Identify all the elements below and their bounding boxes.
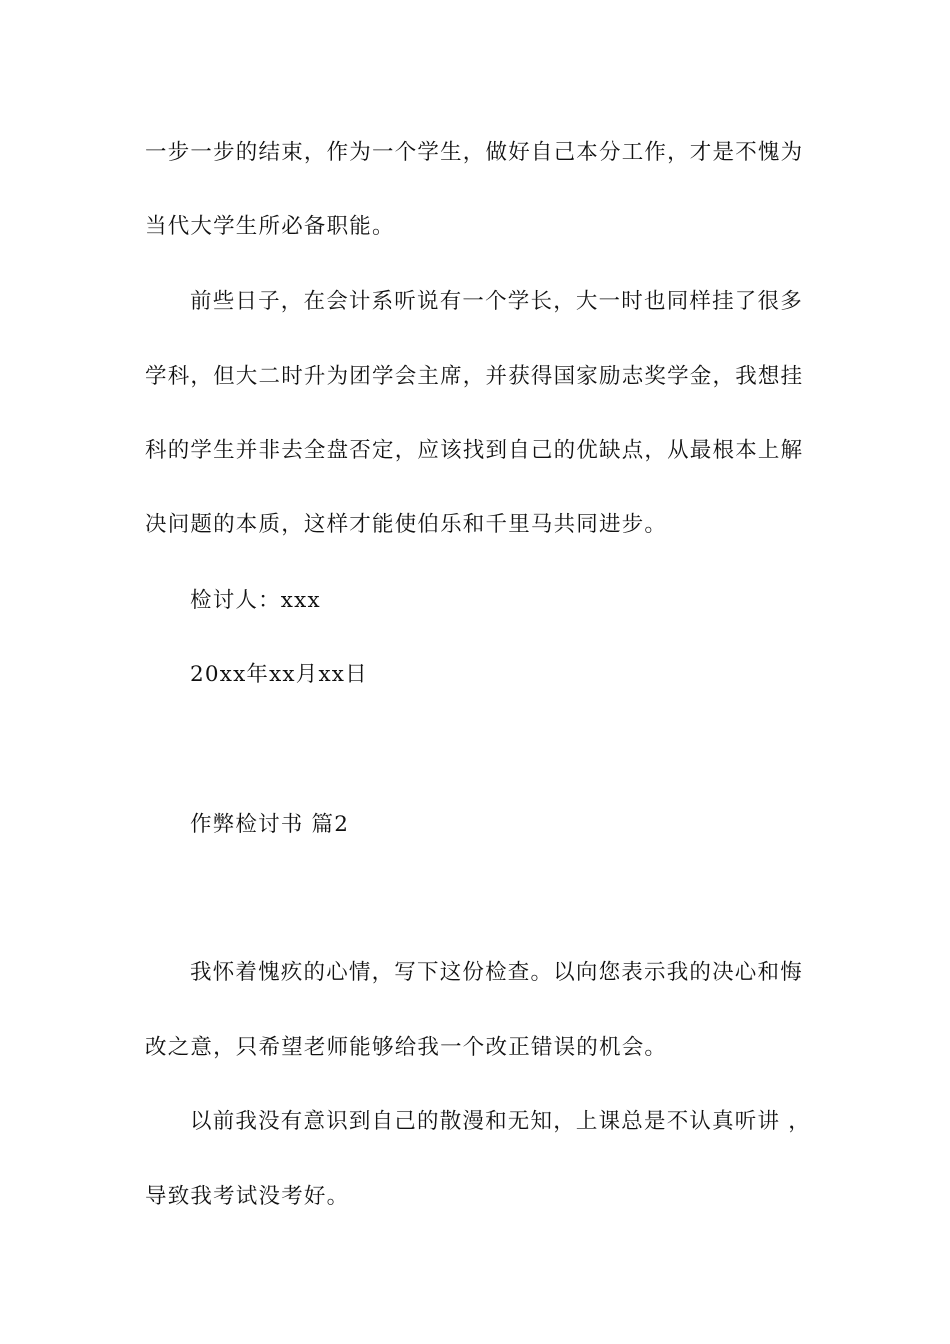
paragraph-2-line-2: 学科，但大二时升为团学会主席，并获得国家励志奖学金，我想挂 bbox=[145, 364, 804, 389]
paragraph-4-line-1: 以前我没有意识到自己的散漫和无知，上课总是不认真听讲 ， bbox=[190, 1109, 811, 1134]
paragraph-2-line-4: 决问题的本质，这样才能使伯乐和千里马共同进步。 bbox=[145, 512, 668, 537]
paragraph-3-line-1: 我怀着愧疚的心情，写下这份检查。以向您表示我的决心和悔 bbox=[190, 960, 803, 985]
reviewer-signature: 检讨人：xxx bbox=[190, 588, 321, 613]
paragraph-2-line-1: 前些日子，在会计系听说有一个学长，大一时也同样挂了很多 bbox=[190, 289, 803, 314]
paragraph-1-line-1: 一步一步的结束，作为一个学生，做好自己本分工作，才是不愧为 bbox=[145, 140, 804, 165]
paragraph-2-line-3: 科的学生并非去全盘否定，应该找到自己的优缺点，从最根本上解 bbox=[145, 438, 804, 463]
paragraph-3-line-2: 改之意，只希望老师能够给我一个改正错误的机会。 bbox=[145, 1035, 668, 1060]
signature-date: 20xx年xx月xx日 bbox=[190, 662, 368, 687]
paragraph-4-line-2: 导致我考试没考好。 bbox=[145, 1184, 350, 1209]
paragraph-1-line-2: 当代大学生所必备职能。 bbox=[145, 214, 395, 239]
section-title: 作弊检讨书 篇2 bbox=[190, 812, 350, 837]
